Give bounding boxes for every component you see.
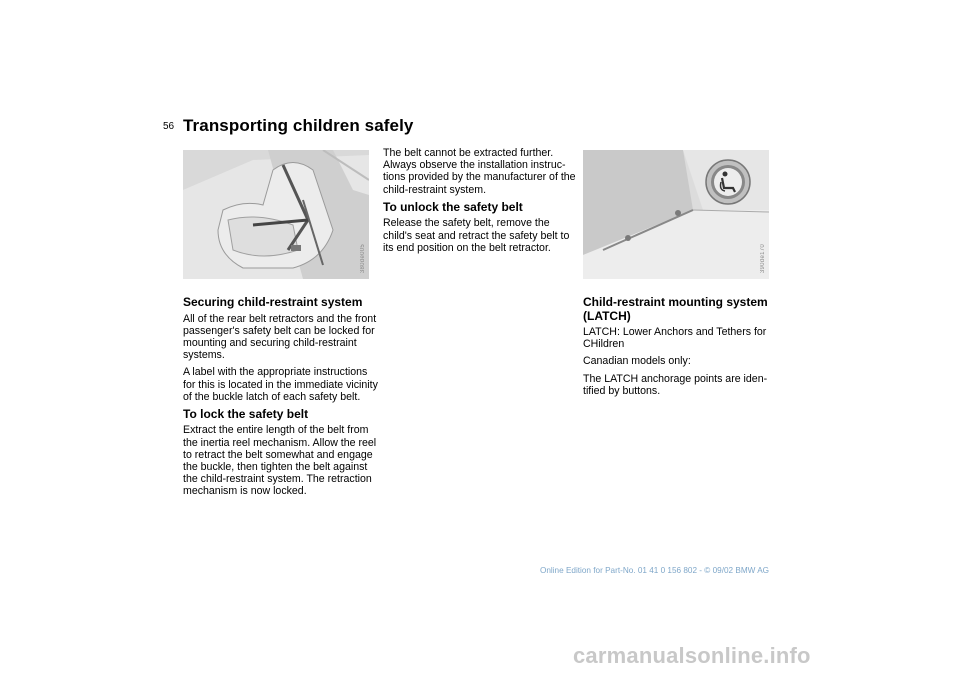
paragraph: A label with the appropriate instructions for this is located in the immediate vicinity of the buckle latch of each safety belt.	[183, 366, 378, 403]
section-heading-latch: Child-restraint mounting system (LATCH)	[583, 295, 768, 323]
column-left	[183, 296, 379, 503]
page-title: Transporting children safely	[183, 116, 414, 135]
watermark-link[interactable]: carmanualsonline.info	[573, 643, 811, 668]
column-middle	[383, 147, 579, 259]
child-seat-figure	[183, 150, 369, 279]
column-right	[583, 296, 779, 402]
paragraph: All of the rear belt retractors and the front passenger's safety belt can be locked for mounting and securing child-restraint systems.	[183, 312, 377, 362]
figure-code: 380de005	[360, 243, 366, 273]
section-heading-unlock-belt: To unlock the safety belt	[383, 199, 523, 214]
child-seat-illustration	[183, 150, 369, 279]
paragraph: The LATCH anchorage points are iden-tified by buttons.	[583, 372, 768, 397]
page-number: 56	[163, 121, 175, 132]
latch-anchor-figure	[583, 150, 769, 279]
paragraph: LATCH: Lower Anchors and Tethers for CHildren	[583, 326, 767, 351]
paragraph: Extract the entire length of the belt from the inertia reel mechanism. Allow the reel to retract the belt somewhat and engage the buckle, then tighten the belt against the child-restraint system. The retraction mechanism is now locked.	[183, 424, 377, 498]
section-heading-lock-belt: To lock the safety belt	[183, 406, 309, 421]
section-heading-securing: Securing child-restraint system	[183, 295, 363, 309]
paragraph: Canadian models only:	[583, 355, 691, 368]
latch-anchor-illustration	[583, 150, 769, 279]
footer-edition-text: Online Edition for Part-No. 01 41 0 156 802 - © 09/02 BMW AG	[540, 566, 770, 575]
figure-code: 390de170	[760, 243, 766, 273]
paragraph: Release the safety belt, remove the child's seat and retract the safety belt to its end position on the belt retractor.	[383, 217, 570, 254]
paragraph: The belt cannot be extracted further. Always observe the installation instruc-tions provided by the manufacturer of the child-restraint system.	[383, 147, 576, 196]
